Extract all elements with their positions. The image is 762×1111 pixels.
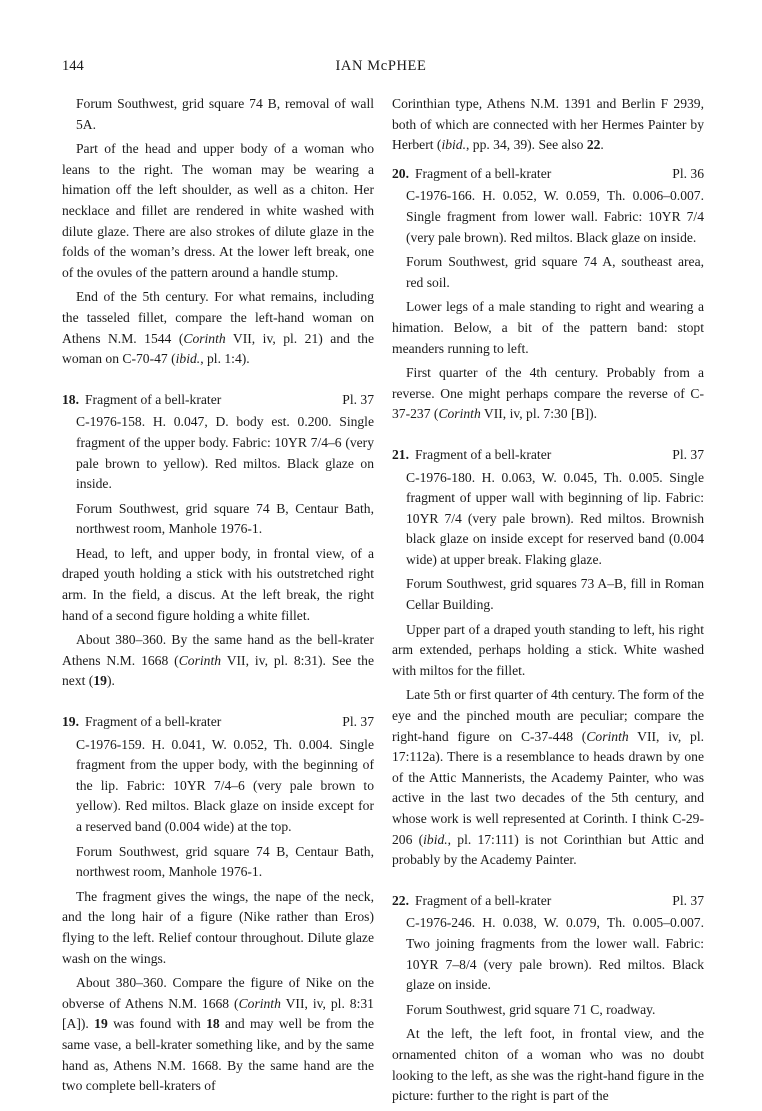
entry-19-date: About 380–360. Compare the figure of Nike on the obverse of Athens N.M. 1668 (Corinth VII, iv, pl. 8:31 [A]). 19 was found with 18 and may well be from the same vase, a bell-krater something like, and by the same hand as, Athens N.M. 1668. By the same hand are the two complete bell-kraters of <box>62 975 374 1094</box>
entry-19-description: The fragment gives the wings, the nape of the neck, and the long hair of a figure (Nike rather than Eros) flying to the left. Relief contour throughout. Dilute glaze wash on the wings. <box>62 888 374 966</box>
entry-21-plate: Pl. 37 <box>672 446 704 462</box>
entry-20-spec: C-1976-166. H. 0.052, W. 0.059, Th. 0.006–0.007. Single fragment from lower wall. Fabric: 10YR 7/4 (very pale brown). Red miltos. Black glaze on inside. <box>406 188 704 245</box>
entry-18-number: 18. <box>62 391 79 407</box>
entry-20-find: Forum Southwest, grid square 74 A, southeast area, red soil. <box>406 254 704 290</box>
intro-find: Forum Southwest, grid square 74 B, removal of wall 5A. <box>76 96 374 132</box>
entry-18-spec: C-1976-158. H. 0.047, D. body est. 0.200. Single fragment of the upper body. Fabric: 10YR 7/4–6 (very pale brown to yellow). Red miltos. Black glaze on inside. <box>76 414 374 492</box>
continued-text: Corinthian type, Athens N.M. 1391 and Berlin F 2939, both of which are connected with her Hermes Painter by Herbert (ibid., pp. 34, 39). See also 22. <box>392 96 704 153</box>
entry-22-spec: C-1976-246. H. 0.038, W. 0.079, Th. 0.005–0.007. Two joining fragments from the lower wall. Fabric: 10YR 7–8/4 (very pale brown). Red miltos. Black glaze on inside. <box>406 915 704 993</box>
entry-18-plate: Pl. 37 <box>342 391 374 407</box>
intro-description: Part of the head and upper body of a woman who leans to the right. The woman may be wearing a himation off the left shoulder, as well as a chiton. Her necklace and fillet are rendered in white washed with dilute glaze. There are also strokes of dilute glaze in the folds of the woman’s dress. At the lower left break, one of the ovules of the pattern around a handle stump. <box>62 141 374 280</box>
entry-21-description: Upper part of a draped youth standing to left, his right arm extended, perhaps holding a stick. White washed with miltos for the fillet. <box>392 621 704 678</box>
page-number: 144 <box>62 58 84 74</box>
entry-22-plate: Pl. 37 <box>672 892 704 908</box>
entry-21-spec: C-1976-180. H. 0.063, W. 0.045, Th. 0.005. Single fragment of upper wall with beginning of lip. Fabric: 10YR 7/4 (very pale brown). Red miltos. Brownish black glaze on inside except for reserved band (0.004 wide) at upper break. Flaking glaze. <box>406 469 704 567</box>
entry-19-number: 19. <box>62 714 79 730</box>
entry-18-description: Head, to left, and upper body, in frontal view, of a draped youth holding a stick with his outstretched right arm. In the field, a discus. At the left break, the right hand of a second figure holding a white fillet. <box>62 545 374 623</box>
right-column <box>392 94 704 1111</box>
running-head: IAN McPHEE <box>335 58 427 74</box>
entry-19-spec: C-1976-159. H. 0.041, W. 0.052, Th. 0.004. Single fragment from the upper body, with the beginning of the lip. Fabric: 10YR 7/4–6 (very pale brown to yellow). Red miltos. Black glaze on inside except for a reserved band (0.004 wide) at the top. <box>76 736 374 834</box>
entry-21-find: Forum Southwest, grid squares 73 A–B, fill in Roman Cellar Building. <box>406 576 704 613</box>
entry-19-find: Forum Southwest, grid square 74 B, Centaur Bath, northwest room, Manhole 1976-1. <box>76 843 374 880</box>
entry-19-title: Fragment of a bell-krater <box>85 714 222 730</box>
entry-20-date: First quarter of the 4th century. Probably from a reverse. One might perhaps compare the reverse of C-37-237 (Corinth VII, iv, pl. 7:30 [B]). <box>392 365 704 422</box>
left-column <box>62 94 374 1101</box>
entry-22-heading <box>392 891 704 912</box>
entry-18-find: Forum Southwest, grid square 74 B, Centaur Bath, northwest room, Manhole 1976-1. <box>76 500 374 537</box>
entry-21-date: Late 5th or first quarter of 4th century. The form of the eye and the pinched mouth are peculiar; compare the right-hand figure on C-37-448 (Corinth VII, iv, pl. 17:112a). There is a resemblance to heads drawn by one of the Attic Mannerists, the Academy Painter, who was active in the last two decades of the 5th century, and whose work is well represented at Corinth. I think C-29-206 (ibid., pl. 17:111) is not Corinthian but Attic and probably by the Academy Painter. <box>392 687 705 868</box>
intro-date: End of the 5th century. For what remains, including the tasseled fillet, compare the left-hand woman on Athens N.M. 1544 (Corinth VII, iv, pl. 21) and the woman on C-70-47 (ibid., pl. 1:4). <box>62 289 374 367</box>
entry-22-description: At the left, the left foot, in frontal view, and the ornamented chiton of a woman who was no doubt looking to the left, as she was the right-hand figure in the picture: further to the right is part of the <box>392 1026 704 1104</box>
page-header <box>62 58 700 80</box>
entry-20-description: Lower legs of a male standing to right and wearing a himation. Below, a bit of the pattern band: stopt meanders running to left. <box>392 299 704 356</box>
entry-22-find: Forum Southwest, grid square 71 C, roadway. <box>406 1001 656 1017</box>
entry-21-heading <box>392 445 704 466</box>
entry-21-number: 21. <box>392 446 409 462</box>
entry-19-heading <box>62 712 374 733</box>
entry-18-date: About 380–360. By the same hand as the bell-krater Athens N.M. 1668 (Corinth VII, iv, pl. 8:31). See the next (19). <box>62 632 375 689</box>
entry-22-title: Fragment of a bell-krater <box>415 892 552 908</box>
entry-20-number: 20. <box>392 165 409 181</box>
entry-21-title: Fragment of a bell-krater <box>415 446 552 462</box>
entry-18-title: Fragment of a bell-krater <box>85 391 222 407</box>
entry-20-plate: Pl. 36 <box>672 165 704 181</box>
entry-20-title: Fragment of a bell-krater <box>415 165 552 181</box>
entry-18-heading <box>62 390 374 411</box>
entry-22-number: 22. <box>392 892 409 908</box>
entry-19-plate: Pl. 37 <box>342 714 374 730</box>
entry-20-heading <box>392 164 704 185</box>
